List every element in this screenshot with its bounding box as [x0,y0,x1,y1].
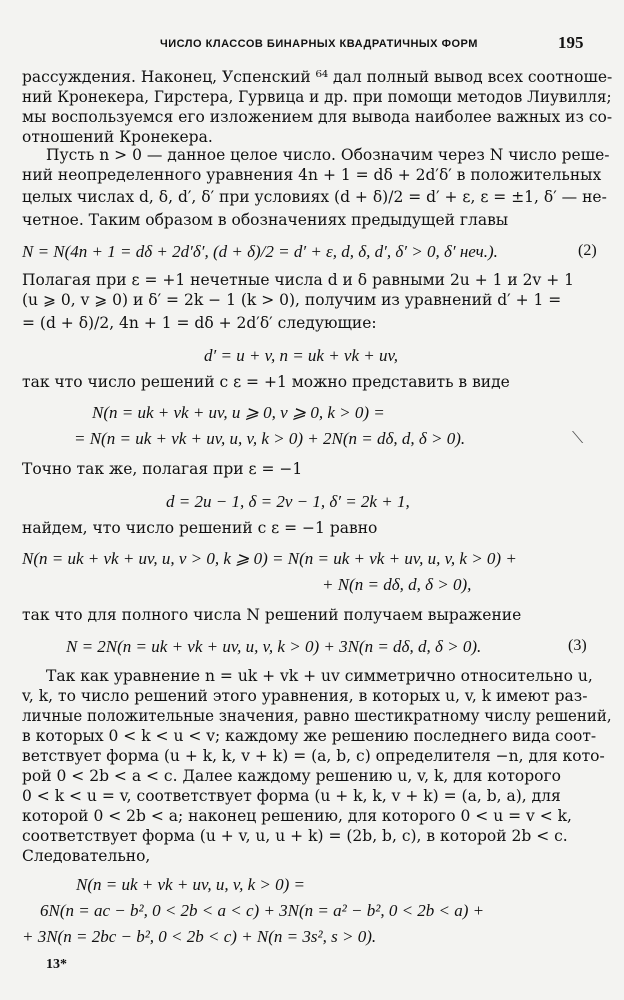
page-number: 195 [558,33,584,52]
text-line: рой 0 < 2b < a < c. Далее каждому решению u, v, k, для которого [22,767,561,785]
text-line: целых числах d, δ, d′, δ′ при условиях (d + δ)/2 = d′ + ε, ε = ±1, δ′ — не- [22,188,607,206]
equation: + 3N(n = 2bc − b², 0 < 2b < c) + N(n = 3s², s > 0). [22,927,377,946]
equation: 6N(n = ac − b², 0 < 2b < a < c) + 3N(n = a² − b², 0 < 2b < a) + [40,901,485,920]
text-line: в которых 0 < k < u < v; каждому же решению последнего вида соот- [22,727,597,745]
text-line: 0 < k < u = v, соответствует форма (u + k, k, v + k) = (a, b, a), для [22,787,561,805]
equation-number: (2) [578,242,597,259]
text-line: которой 0 < 2b < a; наконец решению, для которого 0 < u = v < k, [22,807,572,825]
margin-mark: ⟍ [572,428,584,447]
equation: = N(n = uk + vk + uv, u, v, k > 0) + 2N(n = dδ, d, δ > 0). [74,429,466,448]
text-line: (u ⩾ 0, v ⩾ 0) и δ′ = 2k − 1 (k > 0), получим из уравнений d′ + 1 = [22,291,562,309]
text-line: соответствует форма (u + v, u, u + k) = (2b, b, c), в которой 2b < c. [22,827,568,845]
signature-mark: 13* [46,957,67,972]
equation: d′ = u + v, n = uk + vk + uv, [204,346,399,365]
equation: N = N(4n + 1 = dδ + 2d′δ′, (d + δ)/2 = d′ + ε, d, δ, d′, δ′ > 0, δ′ неч.). [22,242,498,261]
text-line: Пусть n > 0 — данное целое число. Обозначим через N число реше- [46,146,610,164]
text-line: так что число решений с ε = +1 можно представить в виде [22,373,510,391]
text-line: v, k, то число решений этого уравнения, в которых u, v, k имеют раз- [22,687,588,705]
text-line: Полагая при ε = +1 нечетные числа d и δ равными 2u + 1 и 2v + 1 [22,271,574,289]
equation: N(n = uk + vk + uv, u, v, k > 0) = [76,875,306,894]
text-line: ний неопределенного уравнения 4n + 1 = dδ + 2d′δ′ в положительных [22,166,602,184]
text-line: = (d + δ)/2, 4n + 1 = dδ + 2d′δ′ следующие: [22,314,377,332]
equation: N = 2N(n = uk + vk + uv, u, v, k > 0) + 3N(n = dδ, d, δ > 0). [66,637,482,656]
text-line: мы воспользуемся его изложением для вывода наиболее важных из со- [22,108,613,126]
equation-number: (3) [568,637,587,654]
text-line: отношений Кронекера. [22,128,213,146]
text-line: ветствует форма (u + k, k, v + k) = (a, b, c) определителя −n, для кото- [22,747,605,765]
text-line: так что для полного числа N решений получаем выражение [22,606,522,624]
text-line: ний Кронекера, Гирстера, Гурвица и др. при помощи методов Лиувилля; [22,88,612,106]
text-line: Точно так же, полагая при ε = −1 [22,460,303,478]
equation: + N(n = dδ, d, δ > 0), [322,575,472,594]
text-line: Следовательно, [22,847,151,865]
text-line: рассуждения. Наконец, Успенский ⁶⁴ дал полный вывод всех соотноше- [22,68,613,86]
equation: d = 2u − 1, δ = 2v − 1, δ′ = 2k + 1, [166,492,410,511]
running-title: ЧИСЛО КЛАССОВ БИНАРНЫХ КВАДРАТИЧНЫХ ФОРМ [160,38,478,50]
equation: N(n = uk + vk + uv, u ⩾ 0, v ⩾ 0, k > 0) = [92,403,385,422]
text-line: личные положительные значения, равно шестикратному числу решений, [22,707,612,725]
text-line: найдем, что число решений с ε = −1 равно [22,519,378,537]
equation: N(n = uk + vk + uv, u, v > 0, k ⩾ 0) = N(n = uk + vk + uv, u, v, k > 0) + [22,549,517,568]
text-line: Так как уравнение n = uk + vk + uv симметрично относительно u, [46,667,593,685]
text-line: четное. Таким образом в обозначениях предыдущей главы [22,211,509,229]
